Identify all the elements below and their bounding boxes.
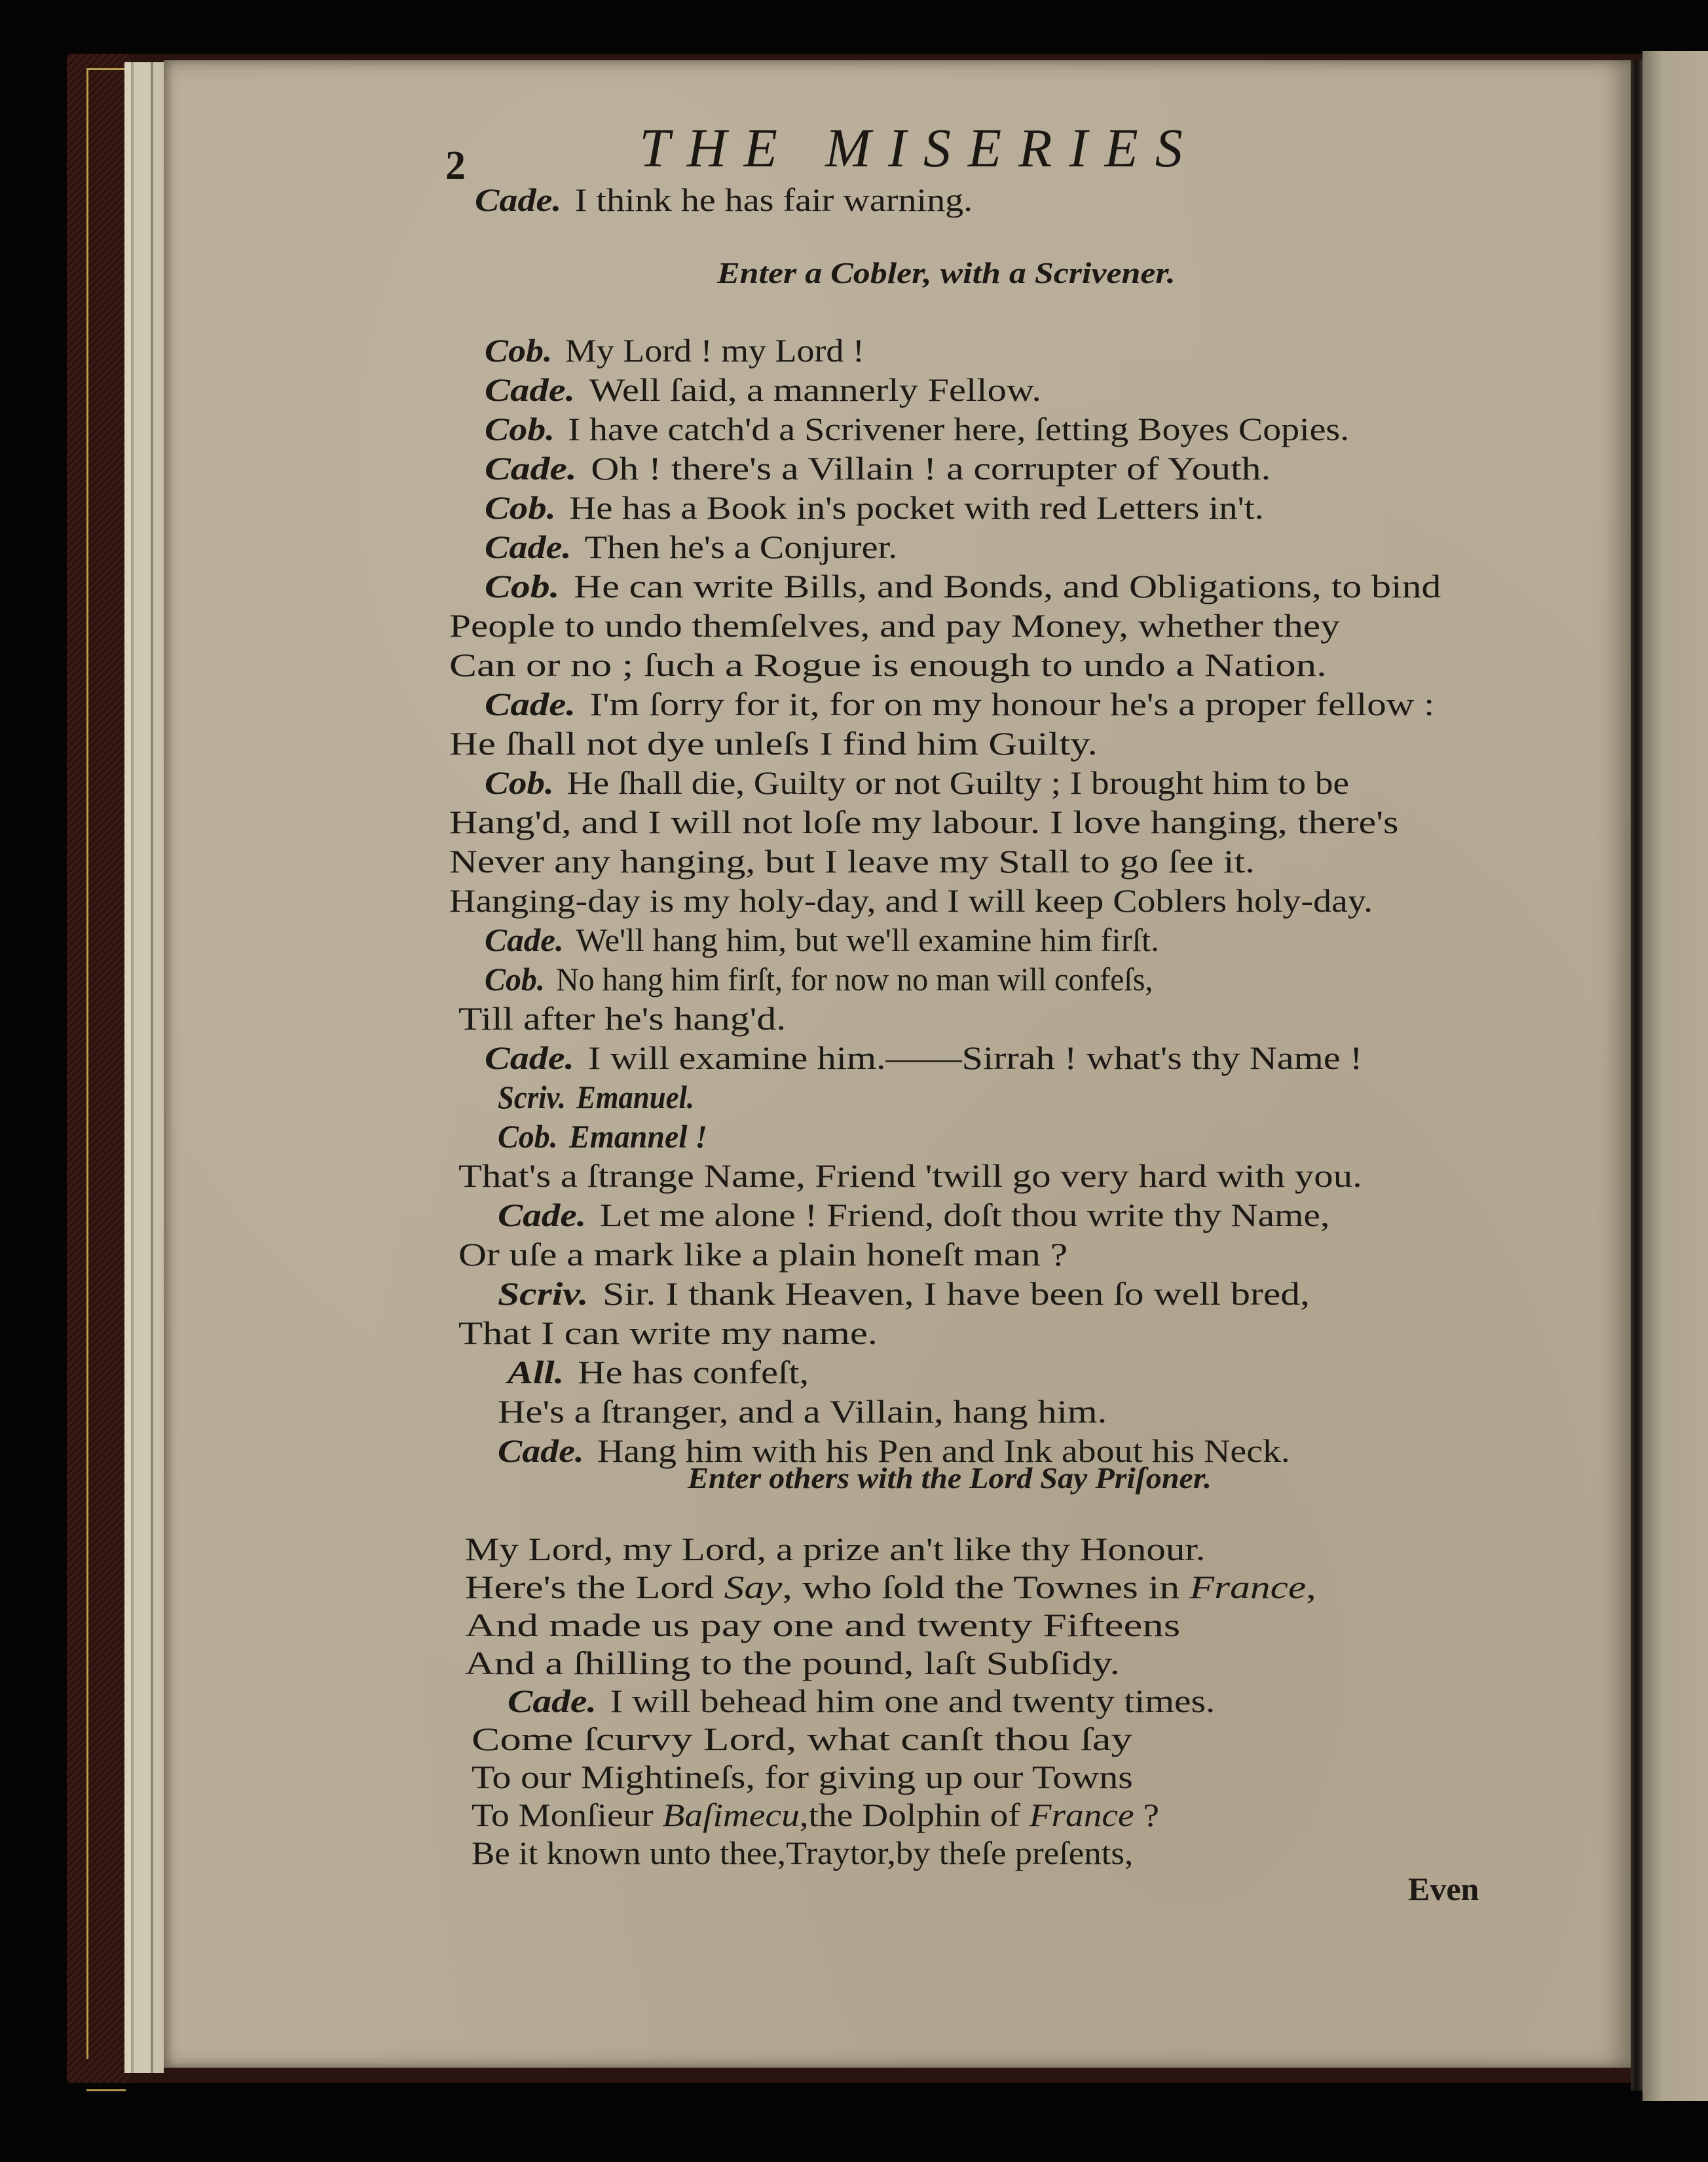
line-text: Come ſcurvy Lord, what canſt thou ſay [472,1721,1133,1757]
line-text: Sir. I thank Heaven, I have been ſo well bred, [603,1275,1310,1312]
line-text: Let me alone ! Friend, doſt thou write thy Name, [599,1197,1330,1233]
text-line [449,645,1327,684]
line-text: To our Mightineſs, for giving up our Towns [472,1759,1133,1795]
speaker-name: Cade. [475,181,562,218]
line-text: He ſhall die, Guilty or not Guilty ; I brought him to be [566,764,1350,801]
text-line [508,1681,1215,1721]
text-line [485,920,1159,960]
text-line [465,1567,1316,1607]
line-text: He has confeſt, [578,1354,809,1390]
line-text: No hang him firſt, for now no man will confeſs, [556,961,1153,997]
text-line [449,842,1255,881]
text-line [485,567,1441,606]
text-line [485,684,1434,724]
line-text: I have catch'd a Scrivener here, ſetting Boyes Copies. [568,411,1350,447]
text-line [472,1833,1133,1873]
speaker-name: Scriv. [498,1079,566,1115]
text-line [472,1719,1132,1759]
speaker-name: Cob. [485,568,560,605]
text-line [472,1757,1133,1797]
line-text: Hang'd, and I will not loſe my labour. I love hanging, there's [449,804,1399,840]
line-text: He's a ſtranger, and a Villain, hang him. [498,1393,1107,1430]
line-text: Oh ! there's a Villain ! a corrupter of Youth. [591,450,1271,487]
line-text: , who ſold the Townes in [782,1569,1190,1605]
line-text: Or uſe a mark like a plain honeſt man ? [458,1236,1068,1273]
stage-direction-text: Enter others with the Lord Say Priſoner. [688,1461,1212,1495]
text-line [498,1077,694,1117]
speaker-name: Cob. [485,764,554,801]
text-line [485,763,1349,802]
speaker-name: Cob. [485,332,553,369]
line-text: Hang him with his Pen and Ink about his Neck. [597,1432,1290,1469]
text-line [449,802,1398,842]
line-text: We'll hang him, but we'll examine him firſt. [576,922,1159,958]
text-line [465,1643,1120,1683]
line-text: That's a ſtrange Name, Friend 'twill go very hard with you. [458,1157,1362,1194]
line-text: That I can write my name. [458,1314,878,1351]
text-line [498,1117,707,1156]
line-text: He ſhall not dye unleſs I find him Guilty. [449,725,1098,762]
line-text: I will examine him.——Sirrah ! what's thy Name ! [587,1039,1363,1076]
line-text: France [1029,1797,1134,1833]
text-line [458,999,786,1038]
speaker-name: Cob. [498,1118,558,1155]
text-line [449,606,1340,645]
speaker-name: Scriv. [498,1275,589,1312]
speaker-name: Cade. [485,371,576,408]
line-text: ? [1134,1797,1160,1833]
line-text: Say [724,1569,783,1605]
text-line [508,1352,809,1392]
text-line [485,370,1041,409]
page-number: 2 [445,143,466,188]
line-text: And made us pay one and twenty Fifteens [465,1607,1181,1643]
facing-page-edge [1643,51,1708,2101]
line-text: , [1306,1569,1316,1605]
text-line [498,1195,1329,1235]
line-text: I will behead him one and twenty times. [610,1683,1216,1719]
speaker-name: All. [508,1354,565,1390]
line-text: I think he has fair warning. [574,181,973,218]
page-edges [124,62,164,2073]
gilt-rule [86,68,88,2059]
line-text: Hanging-day is my holy-day, and I will keep Coblers holy-day. [449,882,1373,919]
line-text: People to undo themſelves, and pay Money, whether they [449,607,1340,644]
text-line [485,1038,1362,1077]
speaker-name: Cade. [498,1197,587,1233]
line-text: ,the Dolphin of [799,1797,1030,1833]
stage-direction [717,252,1176,293]
stage-direction [688,1457,1212,1498]
text-line [458,1235,1068,1274]
line-text: Till after he's hang'd. [458,1000,787,1037]
line-text: He can write Bills, and Bonds, and Obligations, to bind [574,568,1441,605]
speaker-name: Cade. [485,529,572,565]
text-line [485,527,897,567]
line-text: Emannel ! [568,1118,708,1155]
text-line [465,1529,1205,1569]
text-line [498,1274,1310,1313]
text-line [458,1313,878,1352]
line-text: And a ſhilling to the pound, laſt Subſidy. [465,1645,1121,1681]
line-text: Then he's a Conjurer. [584,529,898,565]
line-text: Baſimecu [662,1797,800,1833]
catchword: Even [1408,1871,1479,1907]
line-text: My Lord ! my Lord ! [565,332,864,369]
line-text: He has a Book in's pocket with red Letters in't. [569,489,1264,526]
text-line [449,724,1098,763]
line-text: France [1189,1569,1307,1605]
book-gutter [1631,60,1643,2091]
text-line [498,1392,1107,1431]
speaker-name: Cade. [485,922,564,958]
line-text: Never any hanging, but I leave my Stall to go ſee it. [449,843,1255,880]
line-text: I'm ſorry for it, for on my honour he's a proper fellow : [589,686,1435,722]
speaker-name: Cob. [485,411,555,447]
speaker-name: Cade. [485,1039,575,1076]
line-text: Can or no ; ſuch a Rogue is enough to undo a Nation. [449,646,1327,683]
speaker-name: Cade. [485,450,577,487]
running-head: THE MISERIES [639,118,1200,179]
text-line [449,881,1373,920]
speaker-name: Cade. [498,1432,584,1469]
leather-binding [67,54,130,2083]
text-line [458,1156,1362,1195]
speaker-name: Cade. [485,686,576,722]
gilt-rule-top [86,68,126,70]
stage-direction-text: Enter a Cobler, with a Scrivener. [717,256,1176,289]
text-line [485,488,1264,527]
text-line [485,960,1153,999]
text-line [472,1795,1159,1835]
text-line [485,449,1271,488]
line-text: Well ſaid, a mannerly Fellow. [589,371,1041,408]
text-line [485,409,1349,449]
speaker-name: Cob. [485,961,545,997]
speaker-name: Cade. [508,1683,597,1719]
text-line [485,331,864,370]
line-text: Here's the Lord [465,1569,724,1605]
line-text: Be it known unto thee,Traytor,by theſe preſents, [472,1835,1134,1871]
text-line [475,180,973,219]
gilt-rule-bottom [86,2089,126,2091]
line-text: Emanuel. [576,1079,695,1115]
line-text: To Monſieur [472,1797,663,1833]
line-text: My Lord, my Lord, a prize an't like thy Honour. [465,1531,1206,1567]
speaker-name: Cob. [485,489,556,526]
text-line [465,1605,1180,1645]
